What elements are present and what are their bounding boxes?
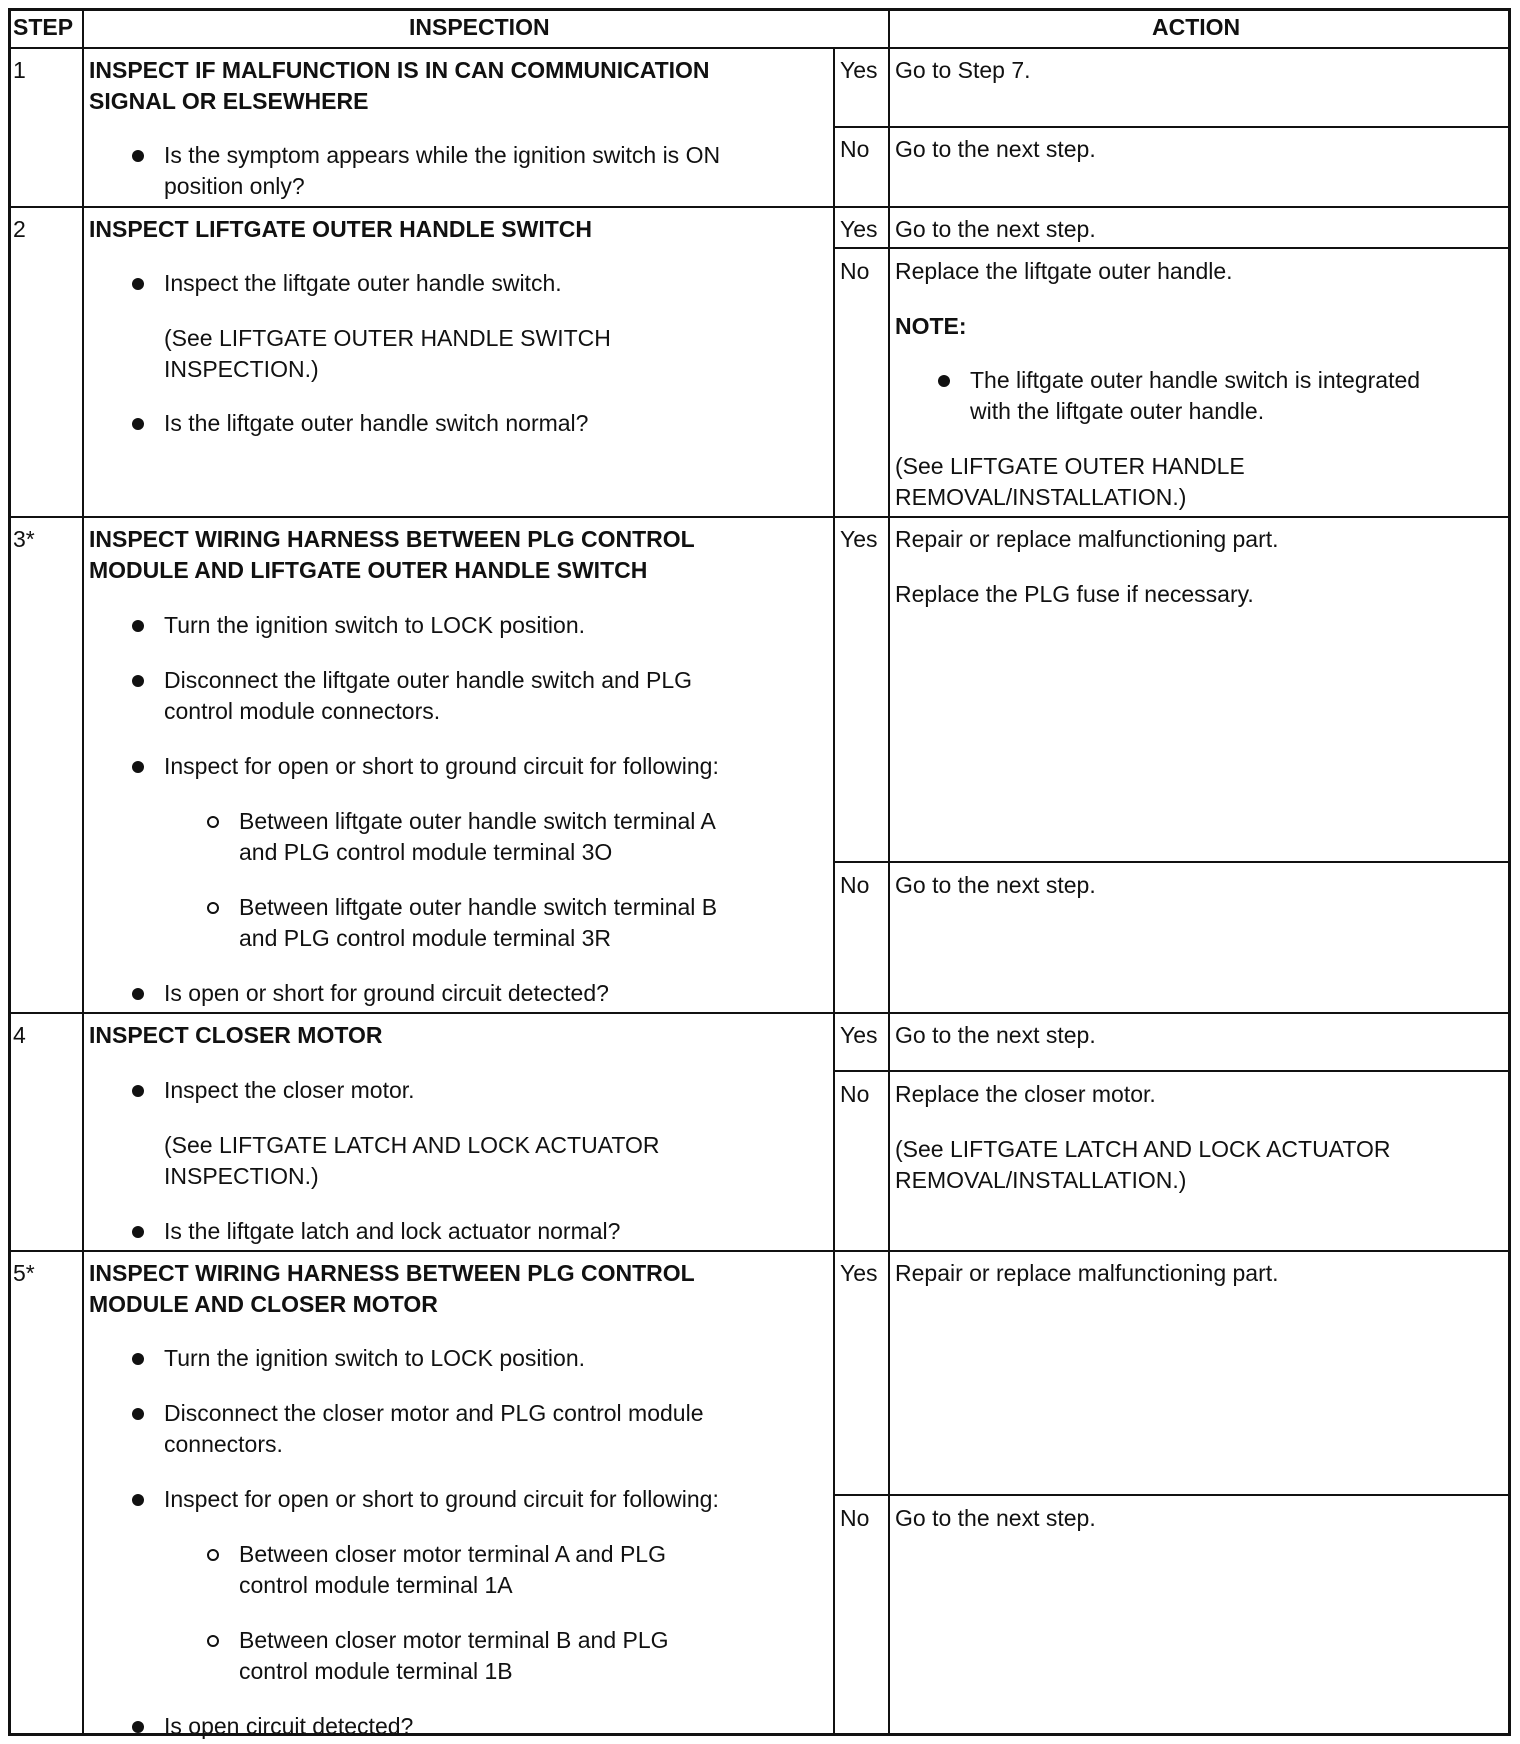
inspection-subitem: Between closer motor terminal B and PLG [239, 1627, 669, 1653]
no-action: Go to the next step. [895, 1505, 1096, 1531]
row-rule [8, 516, 1511, 518]
step-column-rule [82, 8, 84, 1736]
inspection-item: Turn the ignition switch to LOCK position. [164, 1345, 586, 1371]
yes-no-column-rule [833, 48, 835, 1736]
no-action: Go to the next step. [895, 136, 1096, 162]
yes-no-split-rule [833, 861, 1511, 863]
bullet-icon [132, 1721, 144, 1733]
yes-no-split-rule [833, 126, 1511, 128]
action-column-rule [888, 8, 890, 1736]
inspection-item: control module connectors. [164, 698, 441, 724]
bullet-icon [132, 988, 144, 1000]
no-label: No [840, 258, 870, 284]
row-rule [8, 1012, 1511, 1014]
bullet-icon [132, 675, 144, 687]
header-bottom-rule [8, 47, 1511, 49]
no-label: No [840, 1505, 870, 1531]
step-title: INSPECT CLOSER MOTOR [89, 1022, 383, 1048]
action-reference: REMOVAL/INSTALLATION.) [895, 1167, 1187, 1193]
header-action: ACTION [1152, 14, 1241, 40]
inspection-item: Inspect for open or short to ground circuit for following: [164, 753, 719, 779]
inspection-item: position only? [164, 173, 305, 199]
action-reference: REMOVAL/INSTALLATION.) [895, 484, 1187, 510]
inspection-item: Is the symptom appears while the ignition switch is ON [164, 142, 721, 168]
inspection-reference: INSPECTION.) [164, 356, 319, 382]
bullet-icon [132, 150, 144, 162]
note-label: NOTE: [895, 313, 967, 339]
inspection-subitem: and PLG control module terminal 3O [239, 839, 613, 865]
table-border-right [1508, 8, 1511, 1736]
inspection-item: Inspect the closer motor. [164, 1077, 415, 1103]
inspection-reference: (See LIFTGATE LATCH AND LOCK ACTUATOR [164, 1132, 660, 1158]
bullet-icon [132, 1226, 144, 1238]
sub-bullet-icon [207, 816, 219, 828]
no-action: Replace the liftgate outer handle. [895, 258, 1233, 284]
yes-label: Yes [840, 216, 878, 242]
yes-no-split-rule [833, 1494, 1511, 1496]
table-border-top [8, 8, 1511, 11]
step-title: MODULE AND CLOSER MOTOR [89, 1291, 438, 1317]
bullet-icon [132, 620, 144, 632]
yes-no-split-rule [833, 1070, 1511, 1072]
inspection-subitem: Between liftgate outer handle switch terminal B [239, 894, 718, 920]
step-number: 3* [13, 526, 35, 552]
row-rule [8, 1250, 1511, 1252]
bullet-icon [132, 761, 144, 773]
step-title: SIGNAL OR ELSEWHERE [89, 88, 369, 114]
yes-action: Go to Step 7. [895, 57, 1031, 83]
sub-bullet-icon [207, 1635, 219, 1647]
step-title: INSPECT IF MALFUNCTION IS IN CAN COMMUNICATION [89, 57, 710, 83]
step-title: INSPECT WIRING HARNESS BETWEEN PLG CONTROL [89, 526, 695, 552]
step-number: 4 [13, 1022, 26, 1048]
inspection-reference: (See LIFTGATE OUTER HANDLE SWITCH [164, 325, 611, 351]
header-inspection: INSPECTION [409, 14, 550, 40]
bullet-icon [132, 418, 144, 430]
inspection-item: Disconnect the closer motor and PLG control module [164, 1400, 704, 1426]
bullet-icon [132, 278, 144, 290]
inspection-subitem: Between closer motor terminal A and PLG [239, 1541, 666, 1567]
inspection-item: Inspect for open or short to ground circuit for following: [164, 1486, 719, 1512]
bullet-icon [132, 1353, 144, 1365]
inspection-item: connectors. [164, 1431, 283, 1457]
inspection-item: Disconnect the liftgate outer handle switch and PLG [164, 667, 693, 693]
header-step: STEP [13, 14, 74, 40]
yes-action: Go to the next step. [895, 216, 1096, 242]
inspection-item: Is open or short for ground circuit detected? [164, 980, 609, 1006]
step-number: 1 [13, 57, 26, 83]
step-number: 2 [13, 216, 26, 242]
inspection-reference: INSPECTION.) [164, 1163, 319, 1189]
yes-action: Replace the PLG fuse if necessary. [895, 581, 1254, 607]
bullet-icon [132, 1085, 144, 1097]
yes-label: Yes [840, 57, 878, 83]
bullet-icon [132, 1408, 144, 1420]
no-action: Replace the closer motor. [895, 1081, 1156, 1107]
step-title: MODULE AND LIFTGATE OUTER HANDLE SWITCH [89, 557, 648, 583]
bullet-icon [938, 375, 950, 387]
inspection-item: Is open circuit detected? [164, 1713, 414, 1739]
table-border-left [8, 8, 11, 1736]
row-rule [8, 206, 1511, 208]
yes-action: Repair or replace malfunctioning part. [895, 526, 1279, 552]
action-reference: (See LIFTGATE LATCH AND LOCK ACTUATOR [895, 1136, 1391, 1162]
bullet-icon [132, 1494, 144, 1506]
step-number: 5* [13, 1260, 35, 1286]
inspection-subitem: and PLG control module terminal 3R [239, 925, 612, 951]
note-item: The liftgate outer handle switch is integrated [970, 367, 1421, 393]
step-title: INSPECT WIRING HARNESS BETWEEN PLG CONTROL [89, 1260, 695, 1286]
sub-bullet-icon [207, 1549, 219, 1561]
no-label: No [840, 1081, 870, 1107]
sub-bullet-icon [207, 902, 219, 914]
inspection-item: Inspect the liftgate outer handle switch. [164, 270, 562, 296]
yes-no-split-rule [833, 247, 1511, 249]
inspection-item: Is the liftgate latch and lock actuator normal? [164, 1218, 621, 1244]
yes-action: Repair or replace malfunctioning part. [895, 1260, 1279, 1286]
yes-label: Yes [840, 1260, 878, 1286]
yes-label: Yes [840, 1022, 878, 1048]
no-label: No [840, 136, 870, 162]
inspection-subitem: control module terminal 1A [239, 1572, 513, 1598]
inspection-item: Turn the ignition switch to LOCK position. [164, 612, 586, 638]
no-label: No [840, 872, 870, 898]
note-item: with the liftgate outer handle. [970, 398, 1265, 424]
step-title: INSPECT LIFTGATE OUTER HANDLE SWITCH [89, 216, 593, 242]
yes-label: Yes [840, 526, 878, 552]
action-reference: (See LIFTGATE OUTER HANDLE [895, 453, 1245, 479]
yes-action: Go to the next step. [895, 1022, 1096, 1048]
no-action: Go to the next step. [895, 872, 1096, 898]
inspection-item: Is the liftgate outer handle switch normal? [164, 410, 589, 436]
inspection-subitem: control module terminal 1B [239, 1658, 513, 1684]
inspection-subitem: Between liftgate outer handle switch terminal A [239, 808, 716, 834]
